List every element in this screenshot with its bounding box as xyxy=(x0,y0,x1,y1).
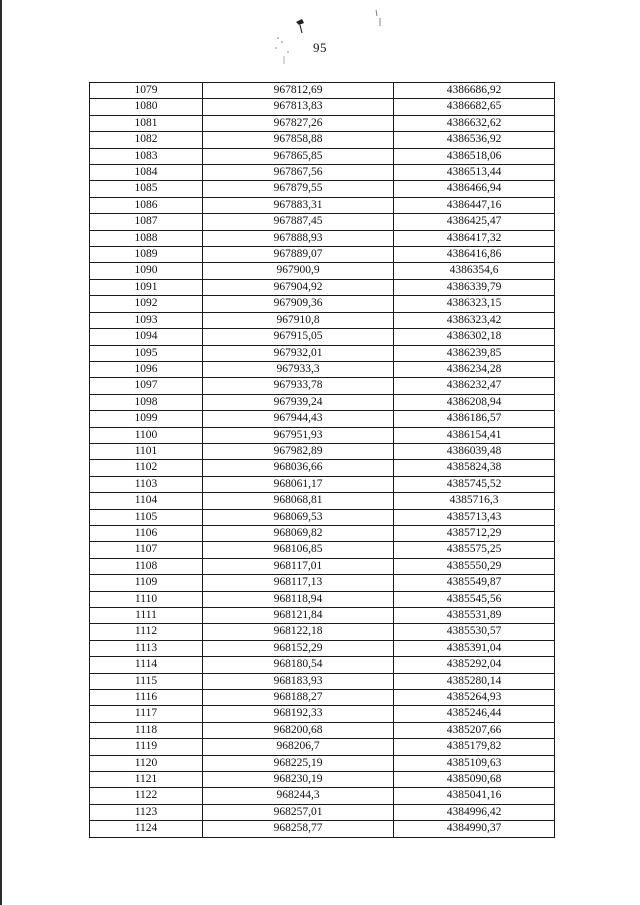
y-coordinate-cell: 4385745,52 xyxy=(394,476,555,492)
y-coordinate-cell: 4386632,62 xyxy=(394,115,555,131)
y-coordinate-cell: 4386536,92 xyxy=(394,132,555,148)
y-coordinate-cell: 4385207,66 xyxy=(394,722,555,738)
y-coordinate-cell: 4386154,41 xyxy=(394,427,555,443)
point-number-cell: 1107 xyxy=(90,542,203,558)
x-coordinate-cell: 968121,84 xyxy=(203,608,394,624)
x-coordinate-cell: 967813,83 xyxy=(203,99,394,115)
x-coordinate-cell: 968225,19 xyxy=(203,755,394,771)
table-row xyxy=(90,722,555,738)
point-number-cell: 1122 xyxy=(90,788,203,804)
page-number: 95 xyxy=(313,40,327,55)
point-number-cell: 1100 xyxy=(90,427,203,443)
x-coordinate-cell: 967865,85 xyxy=(203,148,394,164)
point-number-cell: 1115 xyxy=(90,673,203,689)
page-left-edge xyxy=(0,0,2,905)
y-coordinate-cell: 4386186,57 xyxy=(394,411,555,427)
x-coordinate-cell: 967883,31 xyxy=(203,197,394,213)
x-coordinate-cell: 968206,7 xyxy=(203,739,394,755)
y-coordinate-cell: 4386039,48 xyxy=(394,443,555,459)
table-row xyxy=(90,329,555,345)
x-coordinate-cell: 967887,45 xyxy=(203,214,394,230)
x-coordinate-cell: 968244,3 xyxy=(203,788,394,804)
table-row xyxy=(90,296,555,312)
table-row xyxy=(90,148,555,164)
table-row xyxy=(90,755,555,771)
point-number-cell: 1094 xyxy=(90,329,203,345)
x-coordinate-cell: 967944,43 xyxy=(203,411,394,427)
table-row xyxy=(90,427,555,443)
x-coordinate-cell: 968117,13 xyxy=(203,575,394,591)
table-row xyxy=(90,788,555,804)
point-number-cell: 1117 xyxy=(90,706,203,722)
point-number-cell: 1092 xyxy=(90,296,203,312)
point-number-cell: 1083 xyxy=(90,148,203,164)
x-coordinate-cell: 968258,77 xyxy=(203,821,394,837)
point-number-cell: 1089 xyxy=(90,247,203,263)
x-coordinate-cell: 967888,93 xyxy=(203,230,394,246)
table-row xyxy=(90,558,555,574)
x-coordinate-cell: 968069,82 xyxy=(203,525,394,541)
table-row xyxy=(90,624,555,640)
point-number-cell: 1093 xyxy=(90,312,203,328)
y-coordinate-cell: 4384990,37 xyxy=(394,821,555,837)
table-row xyxy=(90,230,555,246)
y-coordinate-cell: 4385545,56 xyxy=(394,591,555,607)
y-coordinate-cell: 4385179,82 xyxy=(394,739,555,755)
y-coordinate-cell: 4384996,42 xyxy=(394,804,555,820)
x-coordinate-cell: 967909,36 xyxy=(203,296,394,312)
table-row xyxy=(90,181,555,197)
y-coordinate-cell: 4385712,29 xyxy=(394,525,555,541)
y-coordinate-cell: 4386354,6 xyxy=(394,263,555,279)
y-coordinate-cell: 4386466,94 xyxy=(394,181,555,197)
y-coordinate-cell: 4385549,87 xyxy=(394,575,555,591)
table-row xyxy=(90,361,555,377)
point-number-cell: 1091 xyxy=(90,279,203,295)
table-row xyxy=(90,821,555,837)
table-row xyxy=(90,460,555,476)
point-number-cell: 1095 xyxy=(90,345,203,361)
x-coordinate-cell: 968036,66 xyxy=(203,460,394,476)
x-coordinate-cell: 967933,3 xyxy=(203,361,394,377)
point-number-cell: 1106 xyxy=(90,525,203,541)
point-number-cell: 1103 xyxy=(90,476,203,492)
x-coordinate-cell: 967827,26 xyxy=(203,115,394,131)
table-row xyxy=(90,690,555,706)
x-coordinate-cell: 968230,19 xyxy=(203,772,394,788)
point-number-cell: 1101 xyxy=(90,443,203,459)
point-number-cell: 1121 xyxy=(90,772,203,788)
y-coordinate-cell: 4385292,04 xyxy=(394,657,555,673)
y-coordinate-cell: 4385824,38 xyxy=(394,460,555,476)
y-coordinate-cell: 4386234,28 xyxy=(394,361,555,377)
x-coordinate-cell: 968180,54 xyxy=(203,657,394,673)
y-coordinate-cell: 4386208,94 xyxy=(394,394,555,410)
x-coordinate-cell: 967867,56 xyxy=(203,165,394,181)
table-row xyxy=(90,509,555,525)
point-number-cell: 1123 xyxy=(90,804,203,820)
x-coordinate-cell: 967904,92 xyxy=(203,279,394,295)
point-number-cell: 1085 xyxy=(90,181,203,197)
table-row xyxy=(90,542,555,558)
x-coordinate-cell: 968106,85 xyxy=(203,542,394,558)
point-number-cell: 1109 xyxy=(90,575,203,591)
point-number-cell: 1090 xyxy=(90,263,203,279)
x-coordinate-cell: 967812,69 xyxy=(203,83,394,99)
x-coordinate-cell: 968069,53 xyxy=(203,509,394,525)
y-coordinate-cell: 4386513,44 xyxy=(394,165,555,181)
table-row xyxy=(90,411,555,427)
point-number-cell: 1111 xyxy=(90,608,203,624)
y-coordinate-cell: 4385531,89 xyxy=(394,608,555,624)
y-coordinate-cell: 4386686,92 xyxy=(394,83,555,99)
point-number-cell: 1098 xyxy=(90,394,203,410)
table-row xyxy=(90,476,555,492)
y-coordinate-cell: 4385713,43 xyxy=(394,509,555,525)
point-number-cell: 1114 xyxy=(90,657,203,673)
table-row xyxy=(90,345,555,361)
coordinates-table xyxy=(89,82,555,838)
x-coordinate-cell: 968183,93 xyxy=(203,673,394,689)
point-number-cell: 1112 xyxy=(90,624,203,640)
table-row xyxy=(90,640,555,656)
x-coordinate-cell: 967915,05 xyxy=(203,329,394,345)
point-number-cell: 1120 xyxy=(90,755,203,771)
table-row xyxy=(90,443,555,459)
point-number-cell: 1113 xyxy=(90,640,203,656)
y-coordinate-cell: 4385550,29 xyxy=(394,558,555,574)
table-row xyxy=(90,132,555,148)
y-coordinate-cell: 4385109,63 xyxy=(394,755,555,771)
y-coordinate-cell: 4386416,86 xyxy=(394,247,555,263)
point-number-cell: 1084 xyxy=(90,165,203,181)
y-coordinate-cell: 4385041,16 xyxy=(394,788,555,804)
x-coordinate-cell: 968118,94 xyxy=(203,591,394,607)
point-number-cell: 1088 xyxy=(90,230,203,246)
point-number-cell: 1099 xyxy=(90,411,203,427)
y-coordinate-cell: 4386339,79 xyxy=(394,279,555,295)
table-row xyxy=(90,394,555,410)
y-coordinate-cell: 4385090,68 xyxy=(394,772,555,788)
x-coordinate-cell: 968188,27 xyxy=(203,690,394,706)
point-number-cell: 1096 xyxy=(90,361,203,377)
y-coordinate-cell: 4385391,04 xyxy=(394,640,555,656)
y-coordinate-cell: 4386302,18 xyxy=(394,329,555,345)
table-row xyxy=(90,493,555,509)
x-coordinate-cell: 967932,01 xyxy=(203,345,394,361)
table-row xyxy=(90,165,555,181)
y-coordinate-cell: 4386447,16 xyxy=(394,197,555,213)
table-row xyxy=(90,83,555,99)
x-coordinate-cell: 967939,24 xyxy=(203,394,394,410)
x-coordinate-cell: 968192,33 xyxy=(203,706,394,722)
point-number-cell: 1108 xyxy=(90,558,203,574)
table-row xyxy=(90,772,555,788)
x-coordinate-cell: 967879,55 xyxy=(203,181,394,197)
point-number-cell: 1102 xyxy=(90,460,203,476)
point-number-cell: 1104 xyxy=(90,493,203,509)
table-row xyxy=(90,214,555,230)
table-row xyxy=(90,263,555,279)
scan-artifact-marks xyxy=(270,8,390,68)
x-coordinate-cell: 968152,29 xyxy=(203,640,394,656)
table-row xyxy=(90,673,555,689)
x-coordinate-cell: 967982,89 xyxy=(203,443,394,459)
point-number-cell: 1081 xyxy=(90,115,203,131)
y-coordinate-cell: 4386518,06 xyxy=(394,148,555,164)
point-number-cell: 1116 xyxy=(90,690,203,706)
table-row xyxy=(90,804,555,820)
x-coordinate-cell: 967910,8 xyxy=(203,312,394,328)
table-row xyxy=(90,657,555,673)
x-coordinate-cell: 967889,07 xyxy=(203,247,394,263)
table-row xyxy=(90,312,555,328)
y-coordinate-cell: 4386417,32 xyxy=(394,230,555,246)
point-number-cell: 1118 xyxy=(90,722,203,738)
y-coordinate-cell: 4386323,42 xyxy=(394,312,555,328)
x-coordinate-cell: 968061,17 xyxy=(203,476,394,492)
y-coordinate-cell: 4386682,65 xyxy=(394,99,555,115)
y-coordinate-cell: 4386425,47 xyxy=(394,214,555,230)
table-row xyxy=(90,279,555,295)
x-coordinate-cell: 968257,01 xyxy=(203,804,394,820)
point-number-cell: 1105 xyxy=(90,509,203,525)
point-number-cell: 1082 xyxy=(90,132,203,148)
y-coordinate-cell: 4386239,85 xyxy=(394,345,555,361)
table-row xyxy=(90,591,555,607)
table-row xyxy=(90,608,555,624)
y-coordinate-cell: 4385716,3 xyxy=(394,493,555,509)
x-coordinate-cell: 968200,68 xyxy=(203,722,394,738)
y-coordinate-cell: 4386323,15 xyxy=(394,296,555,312)
point-number-cell: 1110 xyxy=(90,591,203,607)
y-coordinate-cell: 4385575,25 xyxy=(394,542,555,558)
table-row xyxy=(90,739,555,755)
point-number-cell: 1124 xyxy=(90,821,203,837)
y-coordinate-cell: 4385530,57 xyxy=(394,624,555,640)
point-number-cell: 1079 xyxy=(90,83,203,99)
table-row xyxy=(90,525,555,541)
y-coordinate-cell: 4385264,93 xyxy=(394,690,555,706)
coordinates-table-body xyxy=(90,83,555,838)
x-coordinate-cell: 967951,93 xyxy=(203,427,394,443)
x-coordinate-cell: 968068,81 xyxy=(203,493,394,509)
x-coordinate-cell: 967858,88 xyxy=(203,132,394,148)
x-coordinate-cell: 967933,78 xyxy=(203,378,394,394)
y-coordinate-cell: 4385280,14 xyxy=(394,673,555,689)
y-coordinate-cell: 4386232,47 xyxy=(394,378,555,394)
table-row xyxy=(90,115,555,131)
table-row xyxy=(90,99,555,115)
point-number-cell: 1086 xyxy=(90,197,203,213)
y-coordinate-cell: 4385246,44 xyxy=(394,706,555,722)
table-row xyxy=(90,378,555,394)
x-coordinate-cell: 967900,9 xyxy=(203,263,394,279)
table-row xyxy=(90,247,555,263)
table-row xyxy=(90,706,555,722)
point-number-cell: 1097 xyxy=(90,378,203,394)
point-number-cell: 1080 xyxy=(90,99,203,115)
x-coordinate-cell: 968117,01 xyxy=(203,558,394,574)
point-number-cell: 1087 xyxy=(90,214,203,230)
table-row xyxy=(90,197,555,213)
table-row xyxy=(90,575,555,591)
x-coordinate-cell: 968122,18 xyxy=(203,624,394,640)
point-number-cell: 1119 xyxy=(90,739,203,755)
